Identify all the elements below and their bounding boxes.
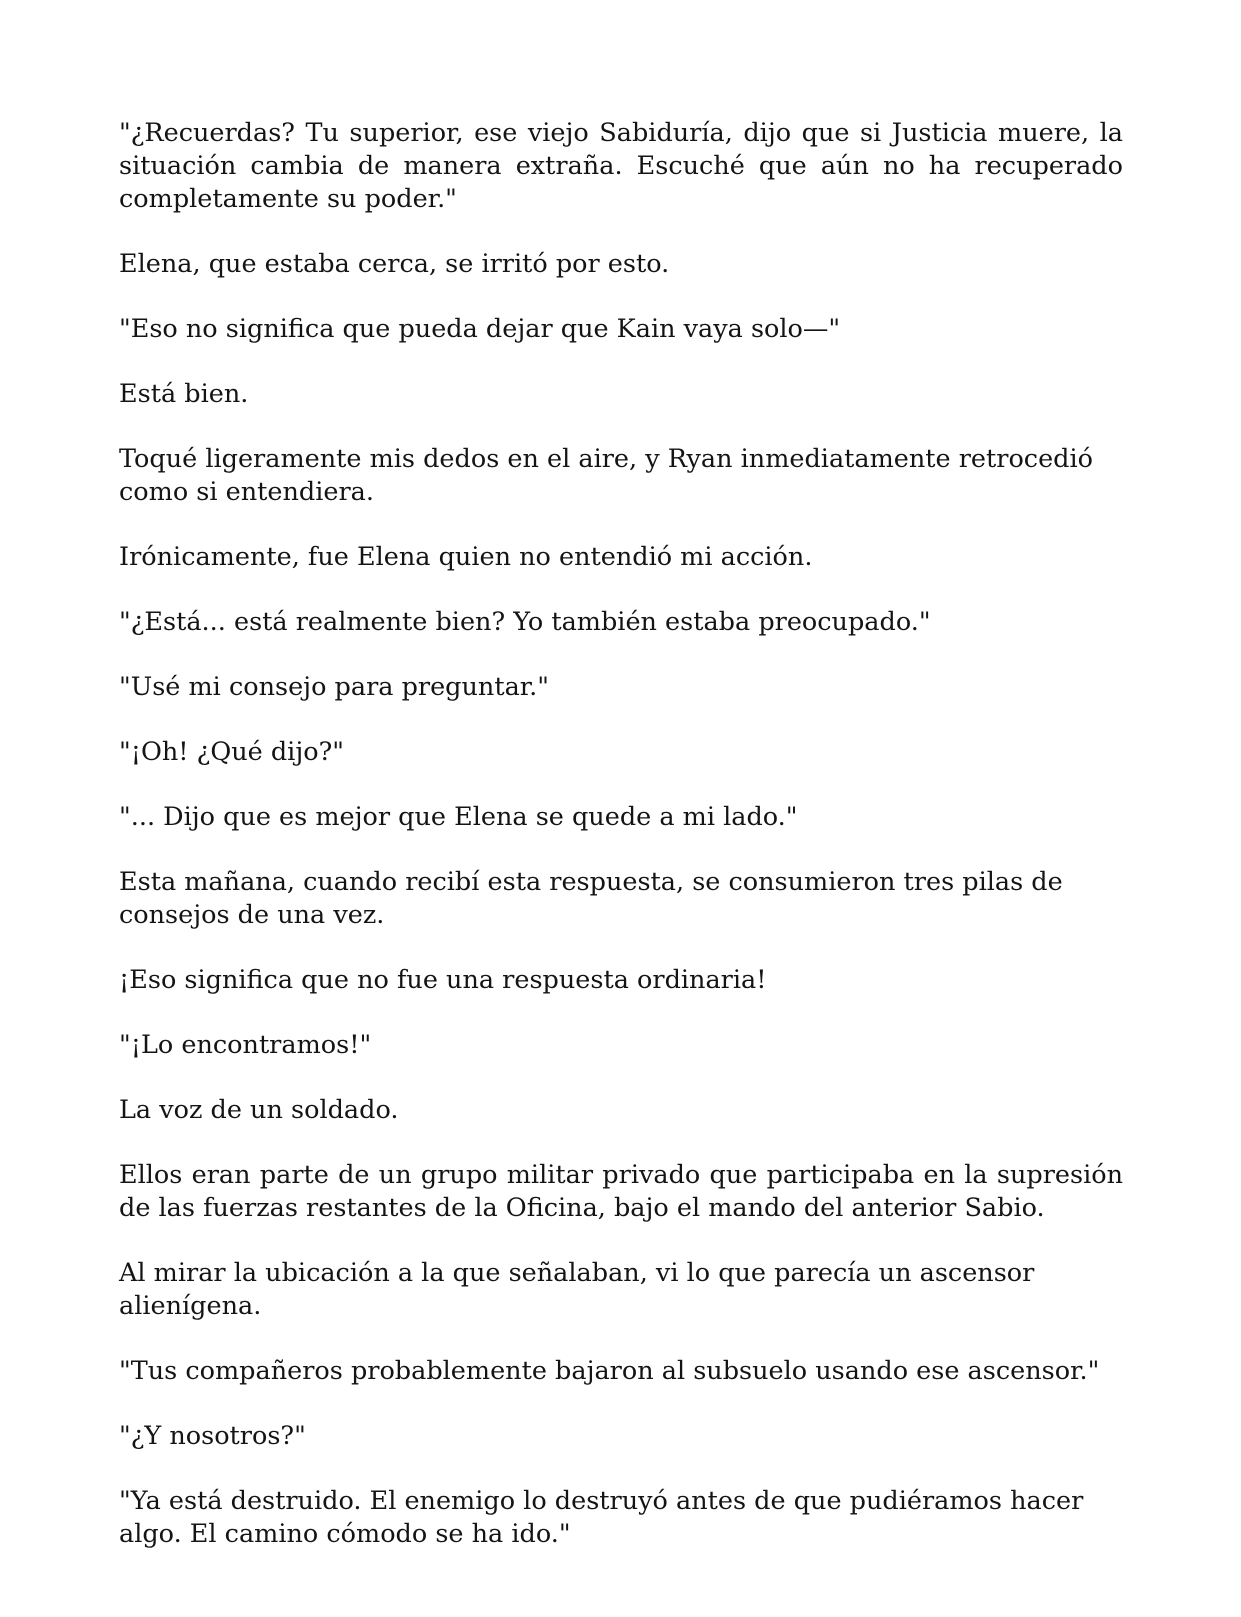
paragraph: Irónicamente, fue Elena quien no entendió mi acción. <box>119 542 813 572</box>
paragraph: "... Dijo que es mejor que Elena se quede a mi lado." <box>119 802 798 832</box>
paragraph: Esta mañana, cuando recibí esta respuesta, se consumieron tres pilas de consejos de una vez. <box>119 867 1063 930</box>
paragraph: Está bien. <box>119 379 249 409</box>
paragraph: "Tus compañeros probablemente bajaron al subsuelo usando ese ascensor." <box>119 1356 1100 1386</box>
paragraph: Toqué ligeramente mis dedos en el aire, y Ryan inmediatamente retrocedió como si entendiera. <box>119 444 1094 507</box>
paragraph: Ellos eran parte de un grupo militar privado que participaba en la supresión de las fuerzas restantes de la Oficina, bajo el mando del anterior Sabio. <box>119 1160 1123 1223</box>
paragraph: ¡Eso significa que no fue una respuesta ordinaria! <box>119 965 767 995</box>
document-page <box>119 117 1123 1583</box>
paragraph: "Usé mi consejo para preguntar." <box>119 672 550 702</box>
paragraph: "¿Y nosotros?" <box>119 1421 306 1451</box>
paragraph: Al mirar la ubicación a la que señalaban, vi lo que parecía un ascensor alienígena. <box>119 1258 1035 1321</box>
paragraph: Elena, que estaba cerca, se irritó por esto. <box>119 249 670 279</box>
paragraph: La voz de un soldado. <box>119 1095 399 1125</box>
paragraph: "Eso no significa que pueda dejar que Kain vaya solo—" <box>119 314 841 344</box>
paragraph: "¡Lo encontramos!" <box>119 1030 372 1060</box>
paragraph: "¿Está... está realmente bien? Yo también estaba preocupado." <box>119 607 931 637</box>
paragraph: "¡Oh! ¿Qué dijo?" <box>119 737 344 767</box>
paragraph: "¿Recuerdas? Tu superior, ese viejo Sabiduría, dijo que si Justicia muere, la situación cambia de manera extraña. Escuché que aún no ha recuperado completamente su poder." <box>119 118 1123 214</box>
paragraph: "Ya está destruido. El enemigo lo destruyó antes de que pudiéramos hacer algo. El camino cómodo se ha ido." <box>119 1486 1084 1549</box>
